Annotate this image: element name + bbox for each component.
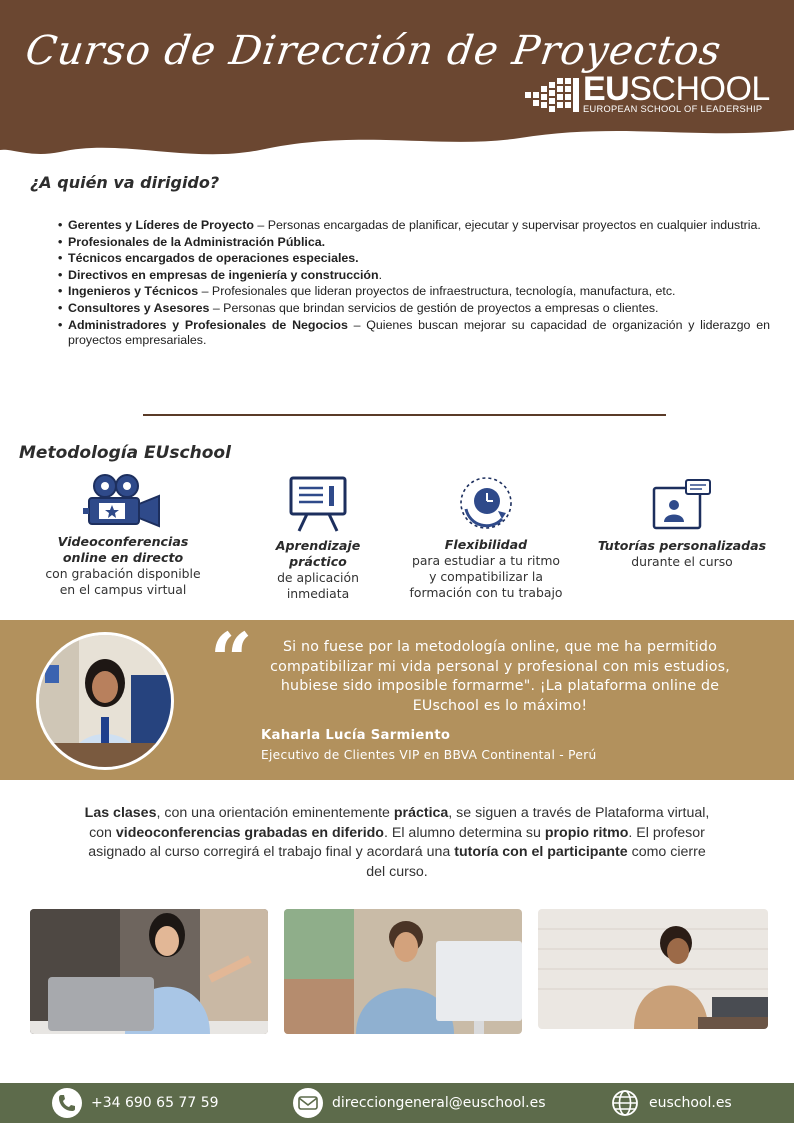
logo-brand: EUSCHOOL xyxy=(583,70,770,108)
clock-cycle-icon xyxy=(458,475,514,531)
methodology-heading: Metodología EUschool xyxy=(19,443,231,463)
testimonial-quote: Si no fuese por la metodología online, que me ha permitido compatibilizar mi vida personal y profesional con mis estudios, hubiese sido imposible formarme". ¡La plataforma online de EUschool es lo máximo! xyxy=(270,639,730,714)
euschool-logo xyxy=(525,70,770,120)
testimonial-band xyxy=(0,620,794,780)
footer-email[interactable]: direcciongeneral@euschool.es xyxy=(293,1087,546,1119)
list-item: • Consultores y Asesores – Personas que brindan servicios de gestión de proyectos a empresas o clientes. xyxy=(58,301,770,317)
method-flexibility: Flexibilidad para estudiar a tu ritmo y compatibilizar la formación con tu trabajo xyxy=(400,475,572,601)
header-banner xyxy=(0,0,794,165)
video-camera-icon xyxy=(83,474,163,528)
list-item: • Directivos en empresas de ingeniería y construcción. xyxy=(58,268,770,284)
list-item: • Gerentes y Líderes de Proyecto – Personas encargadas de planificar, ejecutar y supervisar proyectos en cualquier industria. xyxy=(58,218,770,234)
course-title: Curso de Dirección de Proyectos xyxy=(22,28,725,74)
phone-icon xyxy=(52,1088,82,1118)
photo-student-writing xyxy=(538,909,768,1029)
online-tutor-icon xyxy=(652,478,712,532)
presentation-board-icon xyxy=(289,476,347,532)
audience-heading: ¿A quién va dirigido? xyxy=(30,173,220,192)
photo-student-computer xyxy=(284,909,522,1034)
avatar xyxy=(36,632,174,770)
method-practical-learning: Aprendizaje práctico de aplicación inmediata xyxy=(250,476,386,602)
testimonial-role: Ejecutivo de Clientes VIP en BBVA Continental - Perú xyxy=(261,748,597,762)
method-tutoring: Tutorías personalizadas durante el curso xyxy=(592,478,772,570)
list-item: • Ingenieros y Técnicos – Profesionales que lideran proyectos de infraestructura, tecnología, manufactura, etc. xyxy=(58,284,770,300)
testimonial-name: Kaharla Lucía Sarmiento xyxy=(261,728,451,743)
section-divider xyxy=(143,414,666,416)
logo-tagline: EUROPEAN SCHOOL OF LEADERSHIP xyxy=(583,104,763,114)
audience-list xyxy=(58,218,770,350)
globe-icon xyxy=(610,1088,640,1118)
testimonial-photo xyxy=(39,635,171,767)
classes-paragraph: Las clases, con una orientación eminentemente práctica, se siguen a través de Plataforma virtual, con videoconferencias grabadas en diferido. El alumno determina su propio ritmo. El profesor asignado al curso corregirá el trabajo final y acordará una tutoría con el participante como cierre del curso. xyxy=(84,805,710,880)
method-videoconferences: Videoconferencias online en directo con grabación disponible en el campus virtual xyxy=(30,474,216,598)
photo-student-laptop xyxy=(30,909,268,1034)
list-item: • Profesionales de la Administración Pública. xyxy=(58,235,770,251)
footer-phone[interactable]: +34 690 65 77 59 xyxy=(52,1087,219,1119)
logo-grid-icon xyxy=(525,78,579,112)
list-item: • Técnicos encargados de operaciones especiales. xyxy=(58,251,770,267)
contact-footer xyxy=(0,1083,794,1123)
quote-mark-icon: “ xyxy=(210,618,253,704)
footer-website[interactable]: euschool.es xyxy=(610,1087,732,1119)
list-item: • Administradores y Profesionales de Negocios – Quienes buscan mejorar su capacidad de organización y liderazgo en proyectos empresariales. xyxy=(58,318,770,349)
mail-icon xyxy=(293,1088,323,1118)
